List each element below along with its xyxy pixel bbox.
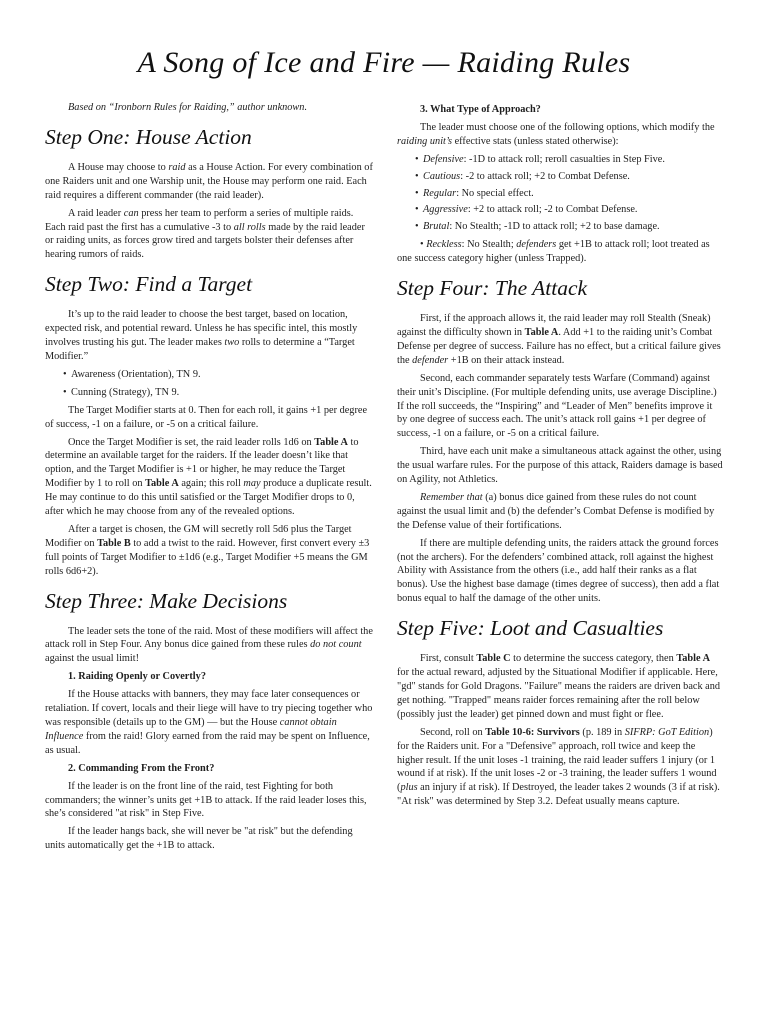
step-four-paragraph: If there are multiple defending units, the raiders attack the ground forces (not the archers). For the defenders’ combined attack, roll against the highest Ability with Assistance from the others (i.e., add half their ranks as a flat bonus). Use the highest base damage (times degree of success), then add a flat bonus equal to half the damage of the other units. xyxy=(397,537,720,605)
step-four-heading: Step Four: The Attack xyxy=(397,276,588,301)
step-five-paragraph: Second, roll on Table 10-6: Survivors (p. 189 in SIFRP: GoT Edition) for the Raiders unit. For a "Defensive" approach, roll twice and keep the higher result. If the unit loses -1 training, the raid leader suffers 1 injury (or 1 wound if at risk). If the unit loses -2 or -3 training, the leader suffers 1 wound (plus an injury if at risk). If Destroyed, the leader takes 2 wounds (3 if at risk). "At risk" was determined by Step 3.2. Defeat usually means capture. xyxy=(397,726,720,808)
step-four-paragraph: Remember that (a) bonus dice gained from these rules do not count against the usual limit and (b) the defender’s Combat Defense is modified by the Defense value of their fortifications. xyxy=(397,491,715,531)
step-two-paragraph: It’s up to the raid leader to choose the best target, based on location, expected risk, and potential reward. Unless he has specific intel, this mostly involves trusting his gut. The leader makes two rolls to determine a “Target Modifier.” xyxy=(45,309,358,362)
right-column xyxy=(397,101,723,813)
step-one-heading: Step One: House Action xyxy=(45,124,252,149)
list-item: • Awareness (Orientation), TN 9. xyxy=(63,368,201,380)
page-title: A Song of Ice and Fire — Raiding Rules xyxy=(137,46,631,79)
roll-list xyxy=(45,368,375,400)
left-column xyxy=(45,101,375,857)
step-four-paragraph: First, if the approach allows it, the raid leader may roll Stealth (Sneak) against the difficulty shown in Table A. Add +1 to the raiding unit’s Combat Defense per degree of success. Failure has no effect, but a critical failure gives the defender +1B on their attack instead. xyxy=(397,313,721,366)
step-five-paragraph: First, consult Table C to determine the success category, then Table A for the actual reward, adjusted by the Situational Modifier if applicable. Here, "gd" stands for Gold Dragons. "Failure" means the raiders are driven back and get nothing. "Trapped" means raider forces remaining after the roll below (possibly just the leader) get pinned down and must fight or flee. xyxy=(397,653,721,720)
subheading: 2. Commanding From the Front? xyxy=(68,762,215,774)
list-item: • Reckless: No Stealth; defenders get +1B to attack roll; loot treated as one success category higher (unless Trapped). xyxy=(397,239,710,265)
step-two-heading: Step Two: Find a Target xyxy=(45,272,253,297)
list-item: • Brutal: No Stealth; -1D to attack roll; +2 to base damage. xyxy=(415,221,660,233)
step-three-paragraph: The leader sets the tone of the raid. Most of these modifiers will affect the attack roll in Step Four. Any bonus dice gained from these rules do not count against the usual limit! xyxy=(45,625,373,665)
list-item: • Cunning (Strategy), TN 9. xyxy=(63,386,180,398)
list-item: • Regular: No special effect. xyxy=(415,187,534,199)
step-two-paragraph: The Target Modifier starts at 0. Then for each roll, it gains +1 per degree of success, -1 on a failure, or -5 on a critical failure. xyxy=(45,404,368,430)
list-item: • Cautious: -2 to attack roll; +2 to Combat Defense. xyxy=(415,170,630,182)
credit-line: Based on “Ironborn Rules for Raiding,” author unknown. xyxy=(68,102,308,113)
step-two-paragraph: After a target is chosen, the GM will secretly roll 5d6 plus the Target Modifier on Table B to add a twist to the raid. However, first convert every ±3 full points of Target Modifier to ±1d6 (e.g., Target Modifier +5 means the GM rolls 6d6+2). xyxy=(45,523,370,577)
step-three-paragraph: If the leader hangs back, she will never be "at risk" but the defending units automatically get the +1B to attack. xyxy=(45,826,353,852)
step-three-paragraph: If the House attacks with banners, they may face later consequences or retaliation. If covert, locals and their liege will have to try piecing together who was responsible (details up to the GM) — but the House cannot obtain Influence from the raid! Glory earned from the raid may be spent on Influence, as usual. xyxy=(45,689,373,756)
step-five-heading: Step Five: Loot and Casualties xyxy=(397,616,664,641)
step-one-paragraph: A House may choose to raid as a House Action. For every combination of one Raiders unit and one Warship unit, the House may perform one raid. Each raid requires a different commander (the raid leader). xyxy=(45,161,373,201)
step-three-heading: Step Three: Make Decisions xyxy=(45,588,288,613)
approach-list xyxy=(397,153,723,235)
step-four-paragraph: Second, each commander separately tests Warfare (Command) against their unit’s Discipline. (For multiple defending units, use average Discipline.) If the roll succeeds, the “Inspiring” and “Leader of Men” benefits improve it by one degree of success each. The unit’s attack roll gains +1 per degree of success, -1 on a failure, or -5 on a critical failure. xyxy=(397,372,717,440)
list-item: • Aggressive: +2 to attack roll; -2 to Combat Defense. xyxy=(415,204,638,216)
step-three-paragraph: The leader must choose one of the following options, which modify the raiding unit’s effective stats (unless stated otherwise): xyxy=(397,121,715,147)
subheading: 1. Raiding Openly or Covertly? xyxy=(68,671,206,683)
step-one-paragraph: A raid leader can press her team to perform a series of multiple raids. Each raid past the first has a cumulative -3 to all rolls made by the raid leader or raiding units, as forces grow tired and targets bolster their defenses after hearing rumors of raids. xyxy=(45,207,365,261)
step-three-paragraph: If the leader is on the front line of the raid, test Fighting for both commanders; the winner’s units get +1B to attack. If the raid leader loses this, she’s considered "at risk" in Step Five. xyxy=(45,780,367,820)
step-four-paragraph: Third, have each unit make a simultaneous attack against the other, using the usual warfare rules. For the purpose of this attack, Raiders damage is based on Agility, not Athletics. xyxy=(397,446,723,486)
step-two-paragraph: Once the Target Modifier is set, the raid leader rolls 1d6 on Table A to determine an available target for the raiders. If the leader doesn’t like that option, and the Target Modifier is +1 or higher, he may reduce the Target Modifier by 1 to roll on Table A again; this roll may produce a duplicate result. He may continue to do this until satisfied or the Target Modifier drops to 0, after which he may choose from any of the revealed options. xyxy=(45,436,372,518)
subheading: 3. What Type of Approach? xyxy=(420,104,541,115)
list-item: • Defensive: -1D to attack roll; reroll casualties in Step Five. xyxy=(415,153,665,165)
